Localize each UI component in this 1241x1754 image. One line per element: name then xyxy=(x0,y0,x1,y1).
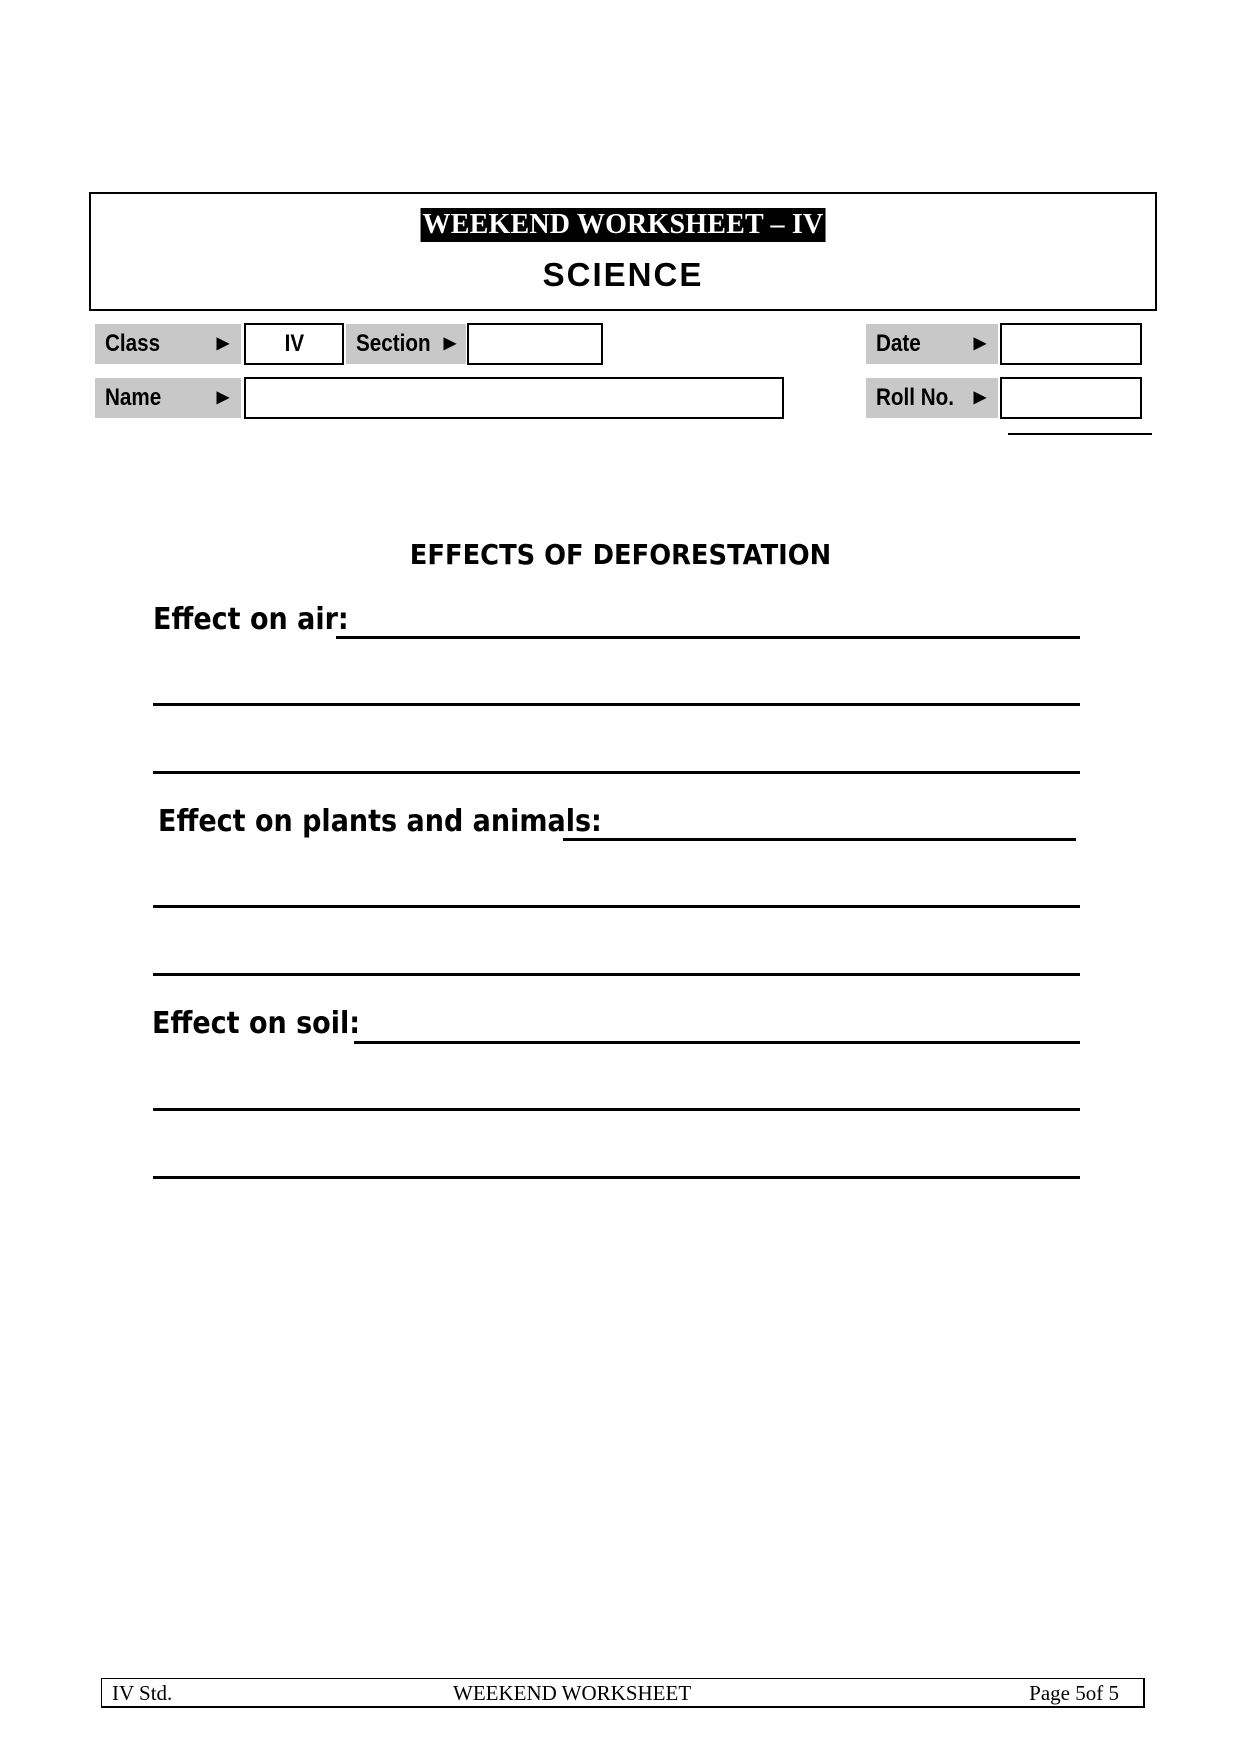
footer-grade: IV Std. xyxy=(112,1681,173,1705)
triangle-right-icon: ▶ xyxy=(973,389,986,406)
question-label: Effect on air: xyxy=(153,602,349,637)
answer-line[interactable] xyxy=(153,905,1080,908)
answer-line[interactable] xyxy=(336,636,1080,639)
divider xyxy=(1008,433,1152,435)
class-label: Class ▶ xyxy=(95,324,241,364)
answer-line[interactable] xyxy=(563,838,1076,841)
section-title: EFFECTS OF DEFORESTATION xyxy=(409,538,832,571)
question-label: Effect on plants and animals: xyxy=(158,804,602,839)
answer-line[interactable] xyxy=(153,1176,1080,1179)
roll-number-field[interactable] xyxy=(1000,377,1142,419)
subject-title: SCIENCE xyxy=(542,256,704,293)
page-footer xyxy=(101,1678,1145,1708)
footer-title: WEEKEND WORKSHEET xyxy=(453,1681,692,1705)
roll-number-label: Roll No. ▶ xyxy=(866,378,998,418)
section-label: Section ▶ xyxy=(346,324,466,364)
worksheet-title: WEEKEND WORKSHEET – IV xyxy=(422,209,824,240)
triangle-right-icon: ▶ xyxy=(973,335,986,352)
class-field[interactable]: IV xyxy=(244,323,344,365)
date-field[interactable] xyxy=(1000,323,1142,365)
answer-line[interactable] xyxy=(153,1108,1080,1111)
triangle-right-icon: ▶ xyxy=(443,335,456,352)
section-field[interactable] xyxy=(467,323,603,365)
date-label: Date ▶ xyxy=(866,324,998,364)
answer-line[interactable] xyxy=(153,703,1080,706)
triangle-right-icon: ▶ xyxy=(216,335,229,352)
question-label: Effect on soil: xyxy=(152,1006,361,1041)
answer-line[interactable] xyxy=(354,1041,1080,1044)
footer-page-number: Page 5of 5 xyxy=(1029,1681,1119,1705)
answer-line[interactable] xyxy=(153,973,1080,976)
answer-line[interactable] xyxy=(153,771,1080,774)
name-label: Name ▶ xyxy=(95,378,241,418)
triangle-right-icon: ▶ xyxy=(216,389,229,406)
worksheet-header xyxy=(89,192,1157,311)
name-field[interactable] xyxy=(244,377,784,419)
